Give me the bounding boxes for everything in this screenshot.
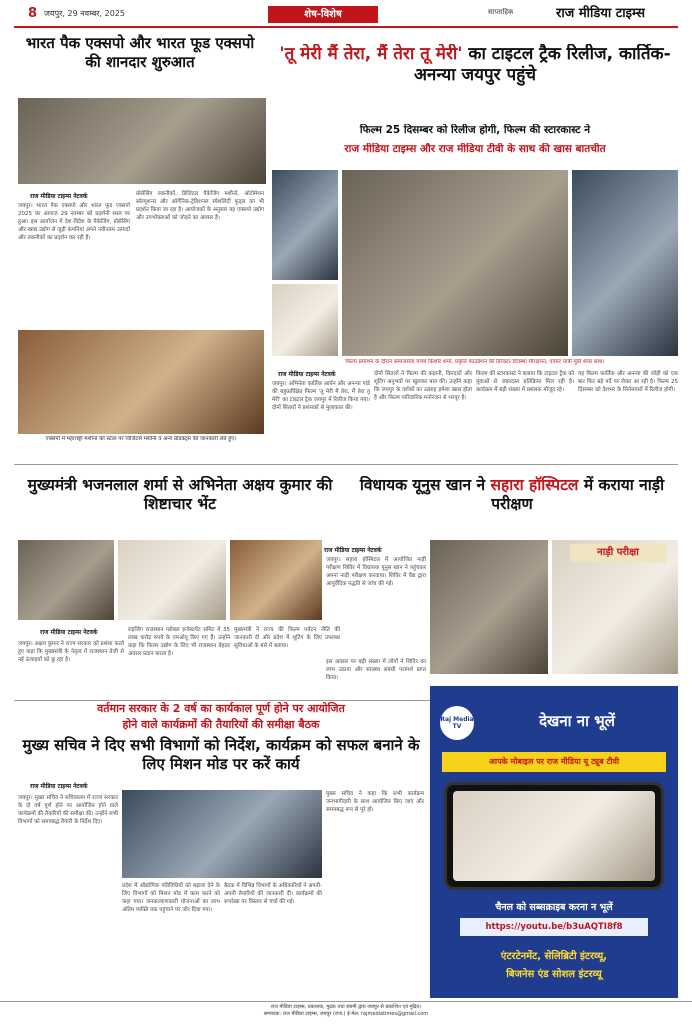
story1-body-b: प्रोसेसिंग तकनीकों, डिजिटल पैकेजिंग मशीनों, ऑटोमेशन सॉल्यूशन्स और ऑर्गेनिक-ट्रेडिशनल स्पेशलिटी फूड्स का भी प्रदर्शन किया जा रहा है। आयोजकों के अनुसार यह एक्सपो उद्योग और उपभोक्ताओं को जोड़ने का अवसर है। [136, 191, 264, 221]
story5-byline: राज मीडिया टाइम्स नेटवर्क [30, 783, 88, 790]
story2-sub1: फिल्म 25 दिसम्बर को रिलीज होगी, फिल्म की स्टारकास्ट ने [359, 124, 591, 136]
ad-tagline-2: बिजनेस एंड सोशल इंटरव्यू [506, 969, 602, 980]
story2-headline-rest: का टाइटल ट्रैक रिलीज, कार्तिक-अनन्या जयपुर पहुंचे [413, 44, 671, 86]
story2-sub2: राज मीडिया टाइम्स और राज मीडिया टीवी के साथ की खास बातचीत [344, 143, 606, 155]
story2-body-b: दोनों सितारों ने फिल्म की कहानी, किरदारों और शूटिंग अनुभवों पर खुलकर बात की। उन्होंने कहा कि जयपुर के दर्शकों का उत्साह हमेशा खास होता है और फिल्म पारिवारिक मनोरंजन से भरपूर है। [374, 371, 472, 401]
story2-body-c: फिल्म की स्टारकास्ट ने बताया कि टाइटल ट्रैक को युवाओं से जबरदस्त प्रतिक्रिया मिल रही है। कार्यक्रम में बड़ी संख्या में प्रशंसक मौजूद रहे। [476, 371, 574, 393]
story2-photo-3 [572, 170, 678, 356]
story2-quote: 'तू मेरी मैं तेरा, मैं तेरा तू मेरी' [279, 44, 463, 64]
ad-heading: देखना ना भूलें [482, 708, 672, 734]
story4-headline-pre: विधायक यूनुस खान ने [359, 476, 491, 494]
story2-caption: फिल्म प्रमोशन के दौरान समाजसेवा मंचम किशोर शर्मा, प्रकृति फाउंडेशन की डिरेक्टर दिवस्था मीराइयन, एवेयर यात्री मुंडी शेयर साथ। [345, 359, 605, 365]
story1-body-a: जयपुर। भारत पैक एक्सपो और भारत फूड एक्सपो 2025 का आगाज 29 नवम्बर को प्रदर्शनी स्थल पर हुआ। इस आयोजन में देश-विदेश के पैकेजिंग, प्रोसेसिंग और खाद्य उद्योग से जुड़ी कंपनियां अपने नवीनतम उत्पादों और तकनीकों का प्रदर्शन कर रही हैं। [18, 203, 130, 241]
raj-media-tv-logo: Raj Media TV [440, 706, 474, 740]
masthead-brand: राज मीडिया टाइम्स [556, 6, 646, 21]
issue-date: जयपुर, 29 नवम्बर, 2025 [44, 9, 125, 18]
story5-kicker-2: होने वाले कार्यक्रमों की तैयारियों की समीक्षा बैठक [122, 718, 320, 731]
ad-subscribe: चैनल को सब्सक्राइब करना न भूलें [495, 902, 613, 913]
story3-photo-2 [118, 540, 226, 620]
footer-line-1: राज मीडिया टाइम्स, प्रकाशक, मुद्रक तथा स्वामी द्वारा जयपुर से प्रकाशित एवं मुद्रित। [270, 1004, 422, 1010]
story4-headline [346, 476, 678, 515]
phone-screen [453, 791, 655, 881]
ad-tagline-1: एंटरटेनमेंट, सेलिब्रिटी इंटरव्यू, [500, 951, 608, 962]
story2-headline [272, 44, 678, 87]
story4-photo-1 [430, 540, 548, 674]
section-label: शेष-विशेष [268, 6, 378, 23]
story5-headline: मुख्य सचिव ने दिए सभी विभागों को निर्देश, कार्यक्रम को सफल बनाने के लिए मिशन मोड पर करें कार्य [22, 736, 420, 773]
story3-headline: मुख्यमंत्री भजनलाल शर्मा से अभिनेता अक्षय कुमार की शिष्टाचार भेंट [27, 476, 333, 514]
story5-kicker-1: वर्तमान सरकार के 2 वर्ष का कार्यकाल पूर्ण होने पर आयोजित [97, 702, 345, 715]
story3-body-a: जयपुर। अक्षय कुमार ने राज्य सरकार को प्रशंसा करते हुए कहा कि मुख्यमंत्री के नेतृत्व में राजस्थान तेजी से नई ऊंचाइयों को छू रहा है। [18, 641, 124, 663]
footer-line-2: सम्पादक: राज मीडिया टाइम्स, जयपुर (राज.) ई-मेल: rajmediatimes@gmail.com [263, 1011, 429, 1017]
youtube-link[interactable]: https://youtu.be/b3uAQTI8f8 [460, 918, 648, 936]
page-number: 8 [28, 6, 38, 21]
story4-byline: राज मीडिया टाइम्स नेटवर्क [324, 547, 382, 554]
story1-caption: एक्सपो में महाराष्ट्रों मशीनों की स्टाल पर विजिटर्स मशीनों व अन्य प्रोडक्ट्स की जानकारी लेते हुए। [45, 436, 237, 442]
tv-advert [430, 686, 678, 998]
nadi-banner: नाड़ी परीक्षा [570, 544, 666, 562]
story2-byline: राज मीडिया टाइम्स नेटवर्क [278, 371, 336, 378]
story2-photo-1 [272, 170, 338, 280]
story1-headline: भारत पैक एक्सपो और भारत फूड एक्सपो की शानदार शुरुआत [25, 34, 255, 71]
story3-body-b: राइजिंग राजस्थान ग्लोबल इन्वेस्टमेंट समिट में 35 लाख करोड़ रुपये के एमओयू किए गए हैं। उन्होंने कहा कि फिल्म उद्योग के लिए भी राजस्थान बेहतर अवसर प्रदान करता है। [128, 627, 230, 657]
weekly-label: साप्ताहिक [488, 8, 514, 16]
story2-body-d: यह फिल्म कार्तिक और अनन्या की जोड़ी को एक बार फिर बड़े पर्दे पर लेकर आ रही है। फिल्म 25 दिसम्बर को देशभर के सिनेमाघरों में रिलीज होगी। [578, 371, 678, 393]
story5-body-c: बैठक में विभिन्न विभागों के अधिकारियों ने अपनी-अपनी तैयारियों की जानकारी दी। कार्यक्रमों की रूपरेखा पर विस्तार से चर्चा की गई। [224, 883, 322, 905]
story2-photo-main [342, 170, 568, 356]
phone-mockup [444, 782, 664, 890]
story1-photo [18, 98, 266, 184]
story3-photo-1 [18, 540, 114, 620]
story1-byline: राज मीडिया टाइम्स नेटवर्क [30, 193, 88, 200]
story5-body-b: प्रदेश में औद्योगिक गतिविधियों को बढ़ावा देने के लिए विभागों को मिशन मोड में काम करने को कहा गया। जनकल्याणकारी योजनाओं का लाभ अंतिम व्यक्ति तक पहुंचाने पर जोर दिया गया। [122, 883, 220, 913]
story4-body-a: जयपुर। सहारा हॉस्पिटल में आयोजित नाड़ी परीक्षण शिविर में विधायक यूनुस खान ने पहुंचकर अपना नाड़ी परीक्षण करवाया। शिविर में वैद्य द्वारा आयुर्वेदिक पद्धति से जांच की गई। [326, 557, 426, 587]
divider [14, 464, 678, 465]
story4-body-b: इस अवसर पर बड़ी संख्या में लोगों ने शिविर का लाभ उठाया और स्वास्थ्य संबंधी परामर्श प्राप्त किया। [326, 659, 426, 681]
story5-photo [122, 790, 322, 878]
story2-photo-4 [272, 284, 338, 356]
story3-photo-3 [230, 540, 322, 620]
footer [0, 1001, 692, 1024]
story2-body-a: जयपुर। अभिनेता कार्तिक आर्यन और अनन्या पांडे की बहुप्रतीक्षित फिल्म 'तू मेरी मैं तेरा, मैं तेरा तू मेरी' का टाइटल ट्रैक जयपुर में रिलीज किया गया। दोनों सितारों ने प्रशंसकों से मुलाकात की। [272, 381, 370, 411]
story1-expo-photo [18, 330, 264, 434]
story4-headline-red: सहारा हॉस्पिटल [490, 476, 579, 494]
header-rule [14, 26, 678, 28]
story3-body-c: मुख्यमंत्री ने राज्य की फिल्म पर्यटन नीति की जानकारी दी और प्रदेश में शूटिंग के लिए उपलब्ध सुविधाओं के बारे में बताया। [234, 627, 340, 649]
story4-headline-post: में कराया नाड़ी परीक्षण [491, 476, 665, 514]
ad-band: आपके मोबाइल पर राज मीडिया यू ट्यूब टीवी [442, 752, 666, 772]
story5-body-d: मुख्य सचिव ने कहा कि सभी कार्यक्रम जनभागीदारी के साथ आयोजित किए जाएं और समयबद्ध रूप से पूरे हों। [326, 791, 424, 813]
story5-body-a: जयपुर। मुख्य सचिव ने सचिवालय में राज्य सरकार के दो वर्ष पूर्ण होने पर आयोजित होने वाले कार्यक्रमों की तैयारियों की समीक्षा की। उन्होंने सभी विभागों को समयबद्ध तैयारी के निर्देश दिए। [18, 795, 118, 825]
story3-byline: राज मीडिया टाइम्स नेटवर्क [40, 629, 98, 636]
